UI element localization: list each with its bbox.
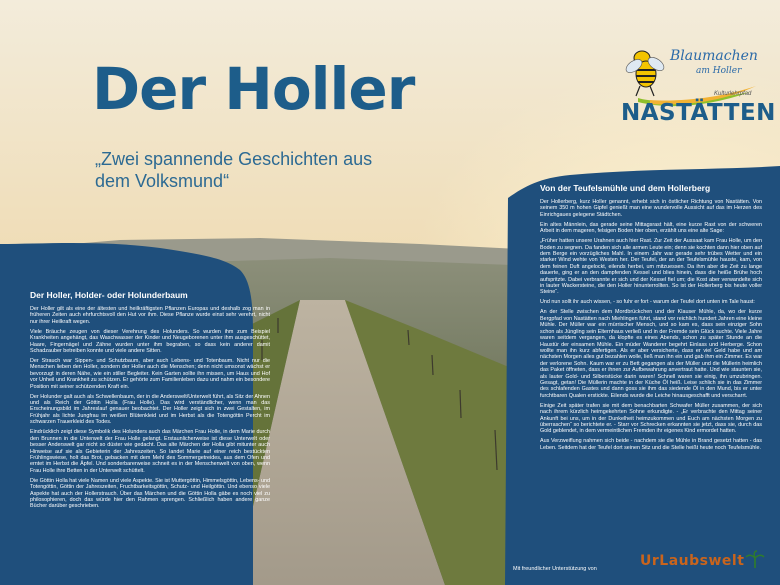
- logo-line4: NASTÄTTEN: [621, 100, 776, 126]
- right-heading: Von der Teufelsmühle und dem Hollerberg: [540, 183, 711, 193]
- left-paragraph: Der Holunder galt auch als Schwellenbaum, der in die Anderswelt/Unterwelt führt, als Sitz der Ahnen und als Reich der Göttin Holla (Frau Holle). Das wird verständlicher, wenn man das Erscheinungsbild im Jahreslauf genauer beobachtet. Der Holler zeigt sich in zwei Gestalten, im Frühjahr als lichte Jungfrau im weißen Blütenkleid und im Herbst als die Totengöttin Percht im schwarzen Trauerkleid des Todes.: [30, 393, 270, 426]
- logo-line2: am Holler: [696, 66, 742, 76]
- right-paragraph: Aus Verzweiflung nahmen sich beide - nachdem sie die Mühle in Brand gesetzt hatten - das Leben. Seitdem hat der Teufel dort seinen Sitz und die Stelle heißt heute noch Teufelsmühle.: [540, 438, 762, 451]
- right-paragraph: „Früher hatten unsere Urahnen auch hier Rast. Zur Zeit der Aussaat kam Frau Holle, um den Boden zu segnen. Da fanden sich alle armen Leute ein; denn sie kochten dann hier oben auf dem Berge ein vorzügliches Mahl. In einem Jahr war gerade sehr trübes Wetter und ein starker Wind wehte von Westen her. Der Teufel, der an der Teufelsmühle hauste, kam, von dem feinen Duft angelockt, eilends herbei, um mitzuessen. Da ihm aber die Zeit zu lange dauerte, ging er an den dampfenden Kessel und blies hinein, dass die heiße Brühe hoch aufspritzte. Dabei verbrannte er sich und der Kessel fiel um; die Kost aber verwandelte sich in lauter Wackersteine, die den Holler hinunterrollten. So ist der Hollerberg bis heute voller Steine“.: [540, 238, 762, 296]
- logo-line3: Kulturlehrpfad: [714, 91, 752, 97]
- left-paragraph: Der Holler gilt als eine der ältesten und heilkräftigsten Pflanzen Europas und deshalb zog man in früheren Zeiten auch ehrfurchtsvoll den Hut vor ihm. Diese Pflanze wurde einst sehr verehrt, nicht nur ihrer Heilkraft wegen.: [30, 306, 270, 325]
- page-title: Der Holler: [92, 55, 415, 123]
- right-paragraph: An der Stelle zwischen dem Mordbrückchen und der Klauser Mühle, da, wo der kurze Bergpfad von Nastätten nach Miehlingen führt, stand vor reichlich hundert Jahren eine kleine Mühle. Der Müller war ein mürrischer Mensch, und so kam es, dass sein einziger Sohn schon als Jüngling sein Elternhaus verließ und in der Fremde sein Glück suchte. Viele Jahre waren seitdem vergangen, da klopfte es eines Abends, schon zu später Stunde an die Haustür der einsamen Mühle. Ein müder Wanderer begehrt Einlass und Herberge. Schon wollte man ihn kurz abfertigen. Als er aber versicherte, dass er viel Geld habe und am nächsten Morgen alles gut bezahlen wolle, ließ man ihn ein und gab ihm ein Zimmer. Es war der verlorene Sohn. Kaum war er zu Bett gegangen als der Müller und die Müllerin heimlich das Paket öffneten, dass er ihnen zur Aufbewahrung anvertraut hatte. Und wie staunten sie, als lauter Gold- und Silberstücke darin waren! Schnell waren sie einig, ihn umzubringen. Gesagt, getan! Die Müllerin machte in der Küche Öl heiß. Leise schlich sie in das Zimmer des schlafenden Gastes und dann goss sie ihm das siedende Öl in den Mund, bis er unter furchtbaren Qualen erstickte. Eilends wurde die Leiche hinausgeschafft und verscharrt.: [540, 309, 762, 399]
- right-column: [540, 183, 762, 455]
- right-paragraph: Der Hollerberg, kurz Holler genannt, erhebt sich in östlicher Richtung von Nastätten. Von seinem 350 m hohen Gipfel genießt man eine wundervolle Aussicht auf das im Herzen des Einrichgaues gelegene Städtchen.: [540, 199, 762, 218]
- right-paragraph: Und nun sollt ihr auch wissen, - so fuhr er fort - warum der Teufel dort unten im Tale haust:: [540, 299, 755, 306]
- left-heading: Der Holler, Holder- oder Holunderbaum: [30, 290, 188, 300]
- logo-line1: Blaumachen: [670, 48, 758, 64]
- left-column: [30, 290, 270, 513]
- left-paragraph: Viele Bräuche zeugen von dieser Verehrung des Holunders. So wurden ihm zum Beispiel Krankheiten angehängt, das Waschwasser der Kinder und Neugeborenen unter ihm ausgeschüttet, Haare, Fingernägel und Zähne wurden unter ihm begraben, so dass kein anderer damit Schadzauber betreiben konnte und viele andere Sitten.: [30, 328, 270, 355]
- sponsor-thanks: Mit freundlicher Unterstützung von: [513, 566, 597, 572]
- right-paragraph: Einige Zeit später trafen sie mit dem benachbarten Schwafer Müller zusammen, der sich nach ihrem kürzlich heimgekehrten Sohne erkundigte. - „Er verbrachte den Mittag seiner Ankunft bei uns, um in der Dunkelheit heimzukommen und Euch am nächsten Morgen zu überraschen“ so berichtete er. - Starr vor Schrecken erkannten sie jetzt, dass sie, durch das Gold geblendet, in dem vermeintlichen Fremden ihr eigenes Kind ermordet hatten.: [540, 402, 762, 435]
- right-paragraph: Ein altes Männlein, das gerade seine Mittagsrast hält, eine kurze Rast von der schweren Arbeit in dem mageren, felsigen Boden hier oben, erzählt uns eine alte Sage:: [540, 221, 762, 235]
- left-paragraph: Die Göttin Holla hat viele Namen und viele Aspekte. Sie ist Muttergöttin, Himmelsgöttin, Lebens- und Totengöttin, Göttin der Jahreszeiten, Fruchtbarkeitsgöttin, Schutz- und Heilgöttin. Und ebenso viele Aspekte hat auch der Hollerstrauch. Über das Märchen und die Göttin Holla gäbe es noch viel zu philosophieren, doch das würde hier den Rahmen sprengen. Schließlich haben andere ganze Bücher darüber geschrieben.: [30, 477, 270, 510]
- palm-icon: [745, 550, 765, 570]
- page-subtitle: „Zwei spannende Geschichten aus dem Volksmund“: [95, 149, 373, 191]
- left-paragraph: Eindrücklich zeigt diese Symbolik des Holunders auch das Märchen Frau Holle, in dem Marie durch den Brunnen in die Unterwelt der Frau Holle gelangt. Erstaunlicherweise ist diese Unterwelt oder besser Anderswelt gar nicht so düster wie gedacht. Das alte Märchen der Holla gibt mitunter auch Hinweise auf sie als Gebieterin der Jahreszeiten. So landet Marie auf einer reich bestückten Frühlingswiese, holt das Brot, gebacken mit dem Mehl des Sommergetreides, aus dem Ofen und erntet im Herbst die Äpfel. Und sonderbarerweise schneit es in der Menschenwelt von oben, wenn Frau Holle ihre Betten in der Unterwelt schüttelt.: [30, 429, 270, 474]
- logo: [610, 40, 776, 130]
- sponsor-logo: UrLaubswelt: [640, 553, 745, 569]
- left-paragraph: Der Strauch war Sippen- und Schutzbaum, aber auch Lebens- und Totenbaum. Nicht nur die Menschen lieben den Holler, sondern der Holler auch die Menschen; denn nicht umsonst wächst er bevorzugt in deren Nähe, wie ein stiller Begleiter. Kein Garten sollte ihn missen, um Haus und Hof vor Unheil und Krankheit zu schützen. Er gehörte zum Familienleben dazu und nahm ein besondere Position mit seiner schützenden Kraft ein.: [30, 358, 270, 390]
